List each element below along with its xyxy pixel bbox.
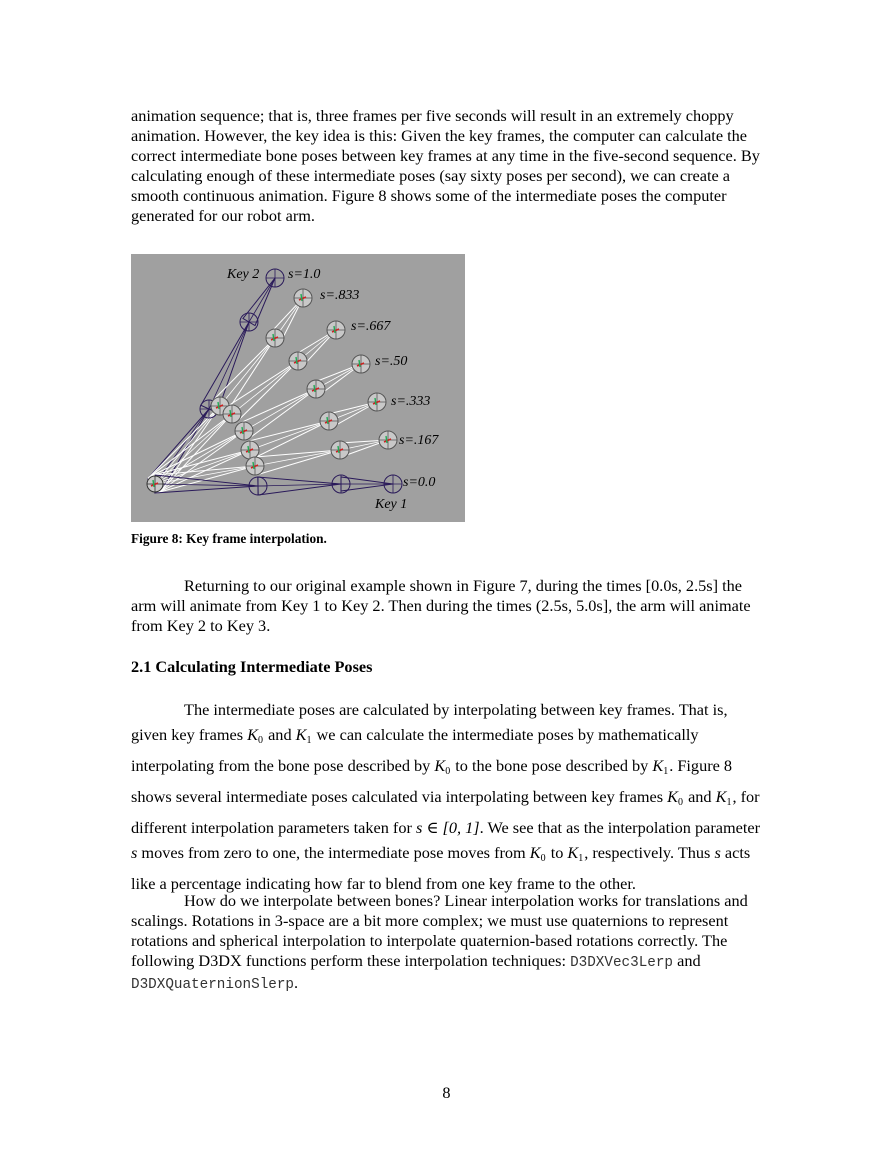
paragraph-intro: animation sequence; that is, three frames per five seconds will result in an extremely choppy animation. However, the key idea is this: Given the key frames, the computer can calculate the correct intermediate bone poses between key frames at any time in the five-second sequence. By calculating enough of these intermediate poses (say sixty poses per second), we can create a smooth continuous animation. Figure 8 shows some of the intermediate poses the computer generated for our robot arm.	[131, 106, 760, 225]
pose-667-joint-3-axis-green	[334, 326, 335, 333]
label-key-1: Key 1	[375, 497, 408, 512]
pose-833-joint-3-axis-green	[301, 294, 302, 301]
function-quaternionslerp: D3DXQuaternionSlerp	[131, 977, 295, 993]
math-k0: $K_0$	[247, 725, 263, 746]
pose-333-bone-2-axis	[250, 421, 329, 450]
label-s-167: s=.167	[399, 433, 439, 448]
pose-833-bone-2-axis	[220, 338, 275, 406]
label-key-2: Key 2	[227, 267, 260, 282]
pose-667-joint-2-axis-green	[296, 357, 297, 364]
pose-333-joint-1-axis-green	[248, 446, 249, 453]
pose-50-joint-1-axis-green	[242, 427, 243, 434]
math-k1: $K_1$	[715, 787, 732, 808]
pose-667-bone-2-axis	[232, 361, 298, 414]
figure-caption: Figure 8: Key frame interpolation.	[131, 531, 327, 546]
pose-833-joint-2-axis-green	[273, 334, 274, 341]
pose-167-bone-2-axis	[255, 450, 340, 466]
label-s-667: s=.667	[351, 319, 391, 334]
paragraph-calculating: The intermediate poses are calculated by interpolating between key frames. That is, given key frames $K_0$ and $K_1$ we can calculate the intermediate poses by mathematically interpolating from the bone pose described by $K_0$ to the bone pose described by $K_1$. Figure 8 shows several intermediate poses calculated via interpolating between key frames $K_0$ and $K_1$, for different interpolation parameters taken for s ∈ [0, 1]. We see that as the interpolation parameter s moves from zero to one, the intermediate pose moves from $K_0$ to $K_1$, respectively. Thus s acts like a percentage indicating how far to blend from one key frame to the other.	[131, 700, 761, 893]
pose-167-joint-3-axis-green	[386, 436, 387, 443]
pose-50-joint-2-axis-green	[314, 385, 315, 392]
paragraph-bones: How do we interpolate between bones? Linear interpolation works for translations and scalings. Rotations in 3-space are a bit more complex; we must use quaternions to represent rotations and spherical interpolation to interpolate quaternion-based rotations correctly. The following D3DX functions perform these interpolation techniques: D3DXVec3Lerp and D3DXQuaternionSlerp.	[131, 891, 748, 993]
pose-333-joint-3-axis-green	[375, 398, 376, 405]
math-k0: $K_0$	[529, 843, 546, 864]
math-k0: $K_0$	[434, 756, 451, 777]
label-s-333: s=.333	[391, 394, 431, 409]
figure-8-keyframe-interpolation	[131, 254, 465, 522]
pose-167-joint-1-axis-green	[253, 462, 254, 469]
section-heading: 2.1 Calculating Intermediate Poses	[131, 657, 373, 676]
math-k1: $K_1$	[652, 756, 669, 777]
figure-8-drawing	[131, 254, 465, 522]
function-vec3lerp: D3DXVec3Lerp	[570, 955, 674, 971]
math-k1: $K_1$	[567, 843, 584, 864]
label-s-50: s=.50	[375, 354, 408, 369]
pose-667-joint-1-axis-green	[230, 410, 231, 417]
base-joint-axis-green	[153, 480, 154, 487]
pose-167-joint-2-axis-green	[338, 446, 339, 453]
math-k0: $K_0$	[667, 787, 683, 808]
pose-167-bone-2	[253, 450, 340, 475]
paragraph-returning: Returning to our original example shown in Figure 7, during the times [0.0s, 2.5s] the arm will animate from Key 1 to Key 2. Then during the times (2.5s, 5.0s], the arm will animate from Key 2 to Key 3.	[131, 576, 751, 635]
pose-833-joint-1-axis-green	[218, 402, 219, 409]
label-s-833: s=.833	[320, 288, 360, 303]
pose-333-joint-2-axis-green	[327, 417, 328, 424]
label-s-0-0: s=0.0	[403, 475, 436, 490]
math-interval: s ∈ [0, 1]	[415, 818, 480, 837]
math-k1: $K_1$	[295, 725, 312, 746]
label-s-1-0: s=1.0	[288, 267, 321, 282]
page-number: 8	[442, 1083, 451, 1102]
pose-50-joint-3-axis-green	[359, 360, 360, 367]
pose-333-bone-2	[247, 421, 329, 458]
key-pose-2-bone-3-axis	[249, 278, 275, 322]
